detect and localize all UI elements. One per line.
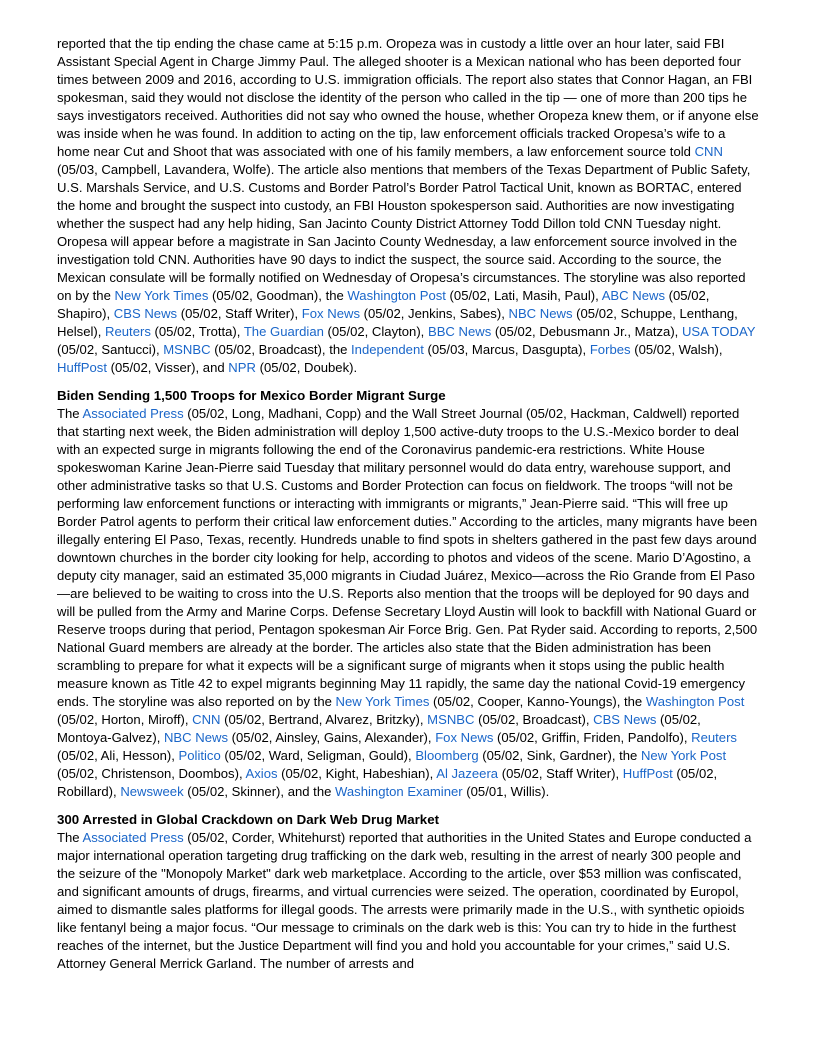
body-text: (05/02, Long, Madhani, Copp) and the Wall Street Journal (05/02, Hackman, Caldwell) reported that starting next week, the Biden administration will deploy 1,500 active-duty troops to the U.S.-Mexico border to deal with an expected surge in migrants following the end of the Coronavirus pandemic-era restrictions. White House spokeswoman Karine Jean-Pierre said Tuesday that military personnel would do data entry, warehouse support, and other administrative tasks so that U.S. Customs and Border Protection can focus on fieldwork. The troops “will not be performing law enforcement functions or interacting with immigrants or migrants,” Jean-Pierre said. “This will free up Border Patrol agents to perform their critical law enforcement duties.” According to the articles, many migrants have been illegally entering El Paso, Texas, recently. Hundreds unable to find spots in shelters gathered in the past few days around downtown churches in the border city looking for help, according to photos and videos of the scene. Mario D’Agostino, a deputy city manager, said an estimated 35,000 migrants in Ciudad Juárez, Mexico—across the Rio Grande from El Paso—are believed to be waiting to cross into the U.S. Reports also mention that the troops will be deployed for 90 days and will be pulled from the Army and Marine Corps. Defense Secretary Lloyd Austin will look to backfill with National Guard or Reserve troops during that period, Pentagon spokesman Air Force Brig. Gen. Pat Ryder said. According to reports, 2,500 National Guard members are already at the border. The articles also state that the Biden administration has been scrambling to prepare for what it expects will be a significant surge of migrants when it stops using the public health measure known as Title 42 to expel migrants beginning May 11 rapidly, the same day the national Covid-19 emergency ends. The storyline was also reported on by the (57, 406, 758, 709)
source-link[interactable]: Fox News (301, 306, 360, 321)
body-text: (05/02, Griffin, Friden, Pandolfo), (493, 730, 692, 745)
body-text: (05/02, Clayton), (323, 324, 428, 339)
article-heading: Biden Sending 1,500 Troops for Mexico Border Migrant Surge (57, 388, 446, 403)
source-link[interactable]: NPR (228, 360, 256, 375)
body-text: (05/02, Schuppe, Lenthang, Helsel), (57, 306, 738, 339)
source-link[interactable]: Associated Press (82, 406, 184, 421)
source-link[interactable]: New York Times (335, 694, 430, 709)
source-link[interactable]: The Guardian (243, 324, 324, 339)
body-text: (05/02, Ward, Seligman, Gould), (220, 748, 416, 763)
source-link[interactable]: Bloomberg (415, 748, 479, 763)
source-link[interactable]: CBS News (113, 306, 178, 321)
source-link[interactable]: Reuters (691, 730, 737, 745)
body-text: (05/02, Corder, Whitehurst) reported that authorities in the United States and Europe conducted a major international operation targeting drug trafficking on the dark web, resulting in the arrest of nearly 300 people and the seizure of the "Monopoly Market" dark web marketplace. According to the article, over $53 million was confiscated, and significant amounts of drugs, firearms, and virtual currencies were seized. The operation, coordinated by Europol, aimed to dismantle sales platforms for illegal goods. The arrests were primarily made in the U.S., with synthetic opioids like fentanyl being a major focus. “Our message to criminals on the dark web is this: You can try to hide in the furthest reaches of the internet, but the Justice Department will find you and hold you accountable for your crimes,” said U.S. Attorney General Merrick Garland. The number of arrests and (57, 830, 752, 971)
body-text: (05/02, Visser), and (106, 360, 229, 375)
source-link[interactable]: Reuters (105, 324, 151, 339)
body-text: The (57, 406, 83, 421)
body-text: (05/02, Goodman), the (208, 288, 348, 303)
source-link[interactable]: MSNBC (163, 342, 211, 357)
body-text: (05/02, Santucci), (57, 342, 164, 357)
body-text: (05/02, Bertrand, Alvarez, Britzky), (220, 712, 428, 727)
source-link[interactable]: Washington Examiner (335, 784, 463, 799)
body-text: (05/02, Ali, Hesson), (57, 748, 179, 763)
source-link[interactable]: Washington Post (645, 694, 745, 709)
source-link[interactable]: USA TODAY (681, 324, 756, 339)
body-text: The (57, 830, 83, 845)
body-text: (05/02, Ainsley, Gains, Alexander), (228, 730, 436, 745)
body-text: (05/02, Cooper, Kanno-Youngs), the (429, 694, 646, 709)
body-text: reported that the tip ending the chase came at 5:15 p.m. Oropeza was in custody a little over an hour later, said FBI Assistant Special Agent in Charge Jimmy Paul. The alleged shooter is a Mexican national who has been deported four times between 2009 and 2016, according to U.S. immigration officials. The report also states that Connor Hagan, an FBI spokesman, said they would not disclose the identity of the person who called in the tip — one of more than 200 tips he says investigators received. Authorities did not say who owned the house, whether Oropeza knew them, or if anyone else was inside when he was found. In addition to acting on the tip, law enforcement officials tracked Oropesa’s wife to a home near Cut and Shoot that was associated with one of his family members, a law enforcement source told (57, 36, 759, 159)
body-text: (05/02, Horton, Miroff), (57, 712, 193, 727)
source-link[interactable]: Newsweek (120, 784, 184, 799)
paragraph-oropeza-arrest (57, 35, 759, 377)
source-link[interactable]: Washington Post (347, 288, 446, 303)
article-heading: 300 Arrested in Global Crackdown on Dark Web Drug Market (57, 812, 440, 827)
body-text: (05/02, Debusmann Jr., Matza), (491, 324, 682, 339)
body-text: (05/02, Jenkins, Sabes), (360, 306, 509, 321)
source-link[interactable]: New York Times (114, 288, 209, 303)
body-text: (05/02, Broadcast), (474, 712, 594, 727)
source-link[interactable]: HuffPost (622, 766, 673, 781)
source-link[interactable]: NBC News (508, 306, 573, 321)
body-text: (05/02, Doubek). (255, 360, 358, 375)
source-link[interactable]: BBC News (427, 324, 492, 339)
body-text: (05/02, Lati, Masih, Paul), (445, 288, 602, 303)
body-text: (05/02, Robillard), (57, 766, 718, 799)
article-body (57, 829, 759, 973)
source-link[interactable]: Axios (245, 766, 278, 781)
article-border-troops (57, 387, 759, 801)
body-text: (05/02, Sink, Gardner), the (478, 748, 641, 763)
body-text: (05/03, Marcus, Dasgupta), (423, 342, 590, 357)
body-text: (05/02, Kight, Habeshian), (277, 766, 437, 781)
article-body (57, 405, 759, 801)
body-text: (05/02, Staff Writer), (177, 306, 302, 321)
source-link[interactable]: MSNBC (427, 712, 475, 727)
body-text: (05/01, Willis). (462, 784, 550, 799)
body-text: (05/02, Skinner), and the (183, 784, 336, 799)
body-text: (05/02, Trotta), (150, 324, 244, 339)
body-text: (05/02, Christenson, Doombos), (57, 766, 246, 781)
body-text: (05/03, Campbell, Lavandera, Wolfe). The article also mentions that members of the Texas Department of Public Safety, U.S. Marshals Service, and U.S. Customs and Border Patrol’s Border Patrol Tactical Unit, known as BORTAC, entered the home and brought the suspect into custody, an FBI Houston spokesperson said. Authorities are now investigating whether the suspect had any help hiding, San Jacinto County District Attorney Todd Dillon told CNN Tuesday night. Oropesa will appear before a magistrate in San Jacinto County Wednesday, a law enforcement source involved in the investigation told CNN. Authorities have 90 days to indict the suspect, the source said. According to the source, the Mexican consulate will be formally notified on Wednesday of Oropesa’s circumstances. The storyline was also reported on by the (57, 162, 751, 303)
body-text: (05/02, Shapiro), (57, 288, 710, 321)
source-link[interactable]: Independent (351, 342, 424, 357)
body-text: (05/02, Montoya-Galvez), (57, 712, 701, 745)
source-link[interactable]: ABC News (601, 288, 665, 303)
source-link[interactable]: NBC News (163, 730, 228, 745)
body-text: (05/02, Broadcast), the (210, 342, 352, 357)
source-link[interactable]: Politico (178, 748, 221, 763)
source-link[interactable]: CNN (192, 712, 221, 727)
body-text: (05/02, Staff Writer), (498, 766, 623, 781)
source-link[interactable]: HuffPost (57, 360, 107, 375)
source-link[interactable]: Associated Press (82, 830, 184, 845)
article-dark-web-crackdown (57, 811, 759, 973)
body-text: (05/02, Walsh), (630, 342, 723, 357)
source-link[interactable]: CNN (694, 144, 723, 159)
source-link[interactable]: CBS News (593, 712, 657, 727)
source-link[interactable]: Al Jazeera (436, 766, 499, 781)
source-link[interactable]: Fox News (435, 730, 494, 745)
source-link[interactable]: Forbes (589, 342, 631, 357)
source-link[interactable]: New York Post (640, 748, 727, 763)
